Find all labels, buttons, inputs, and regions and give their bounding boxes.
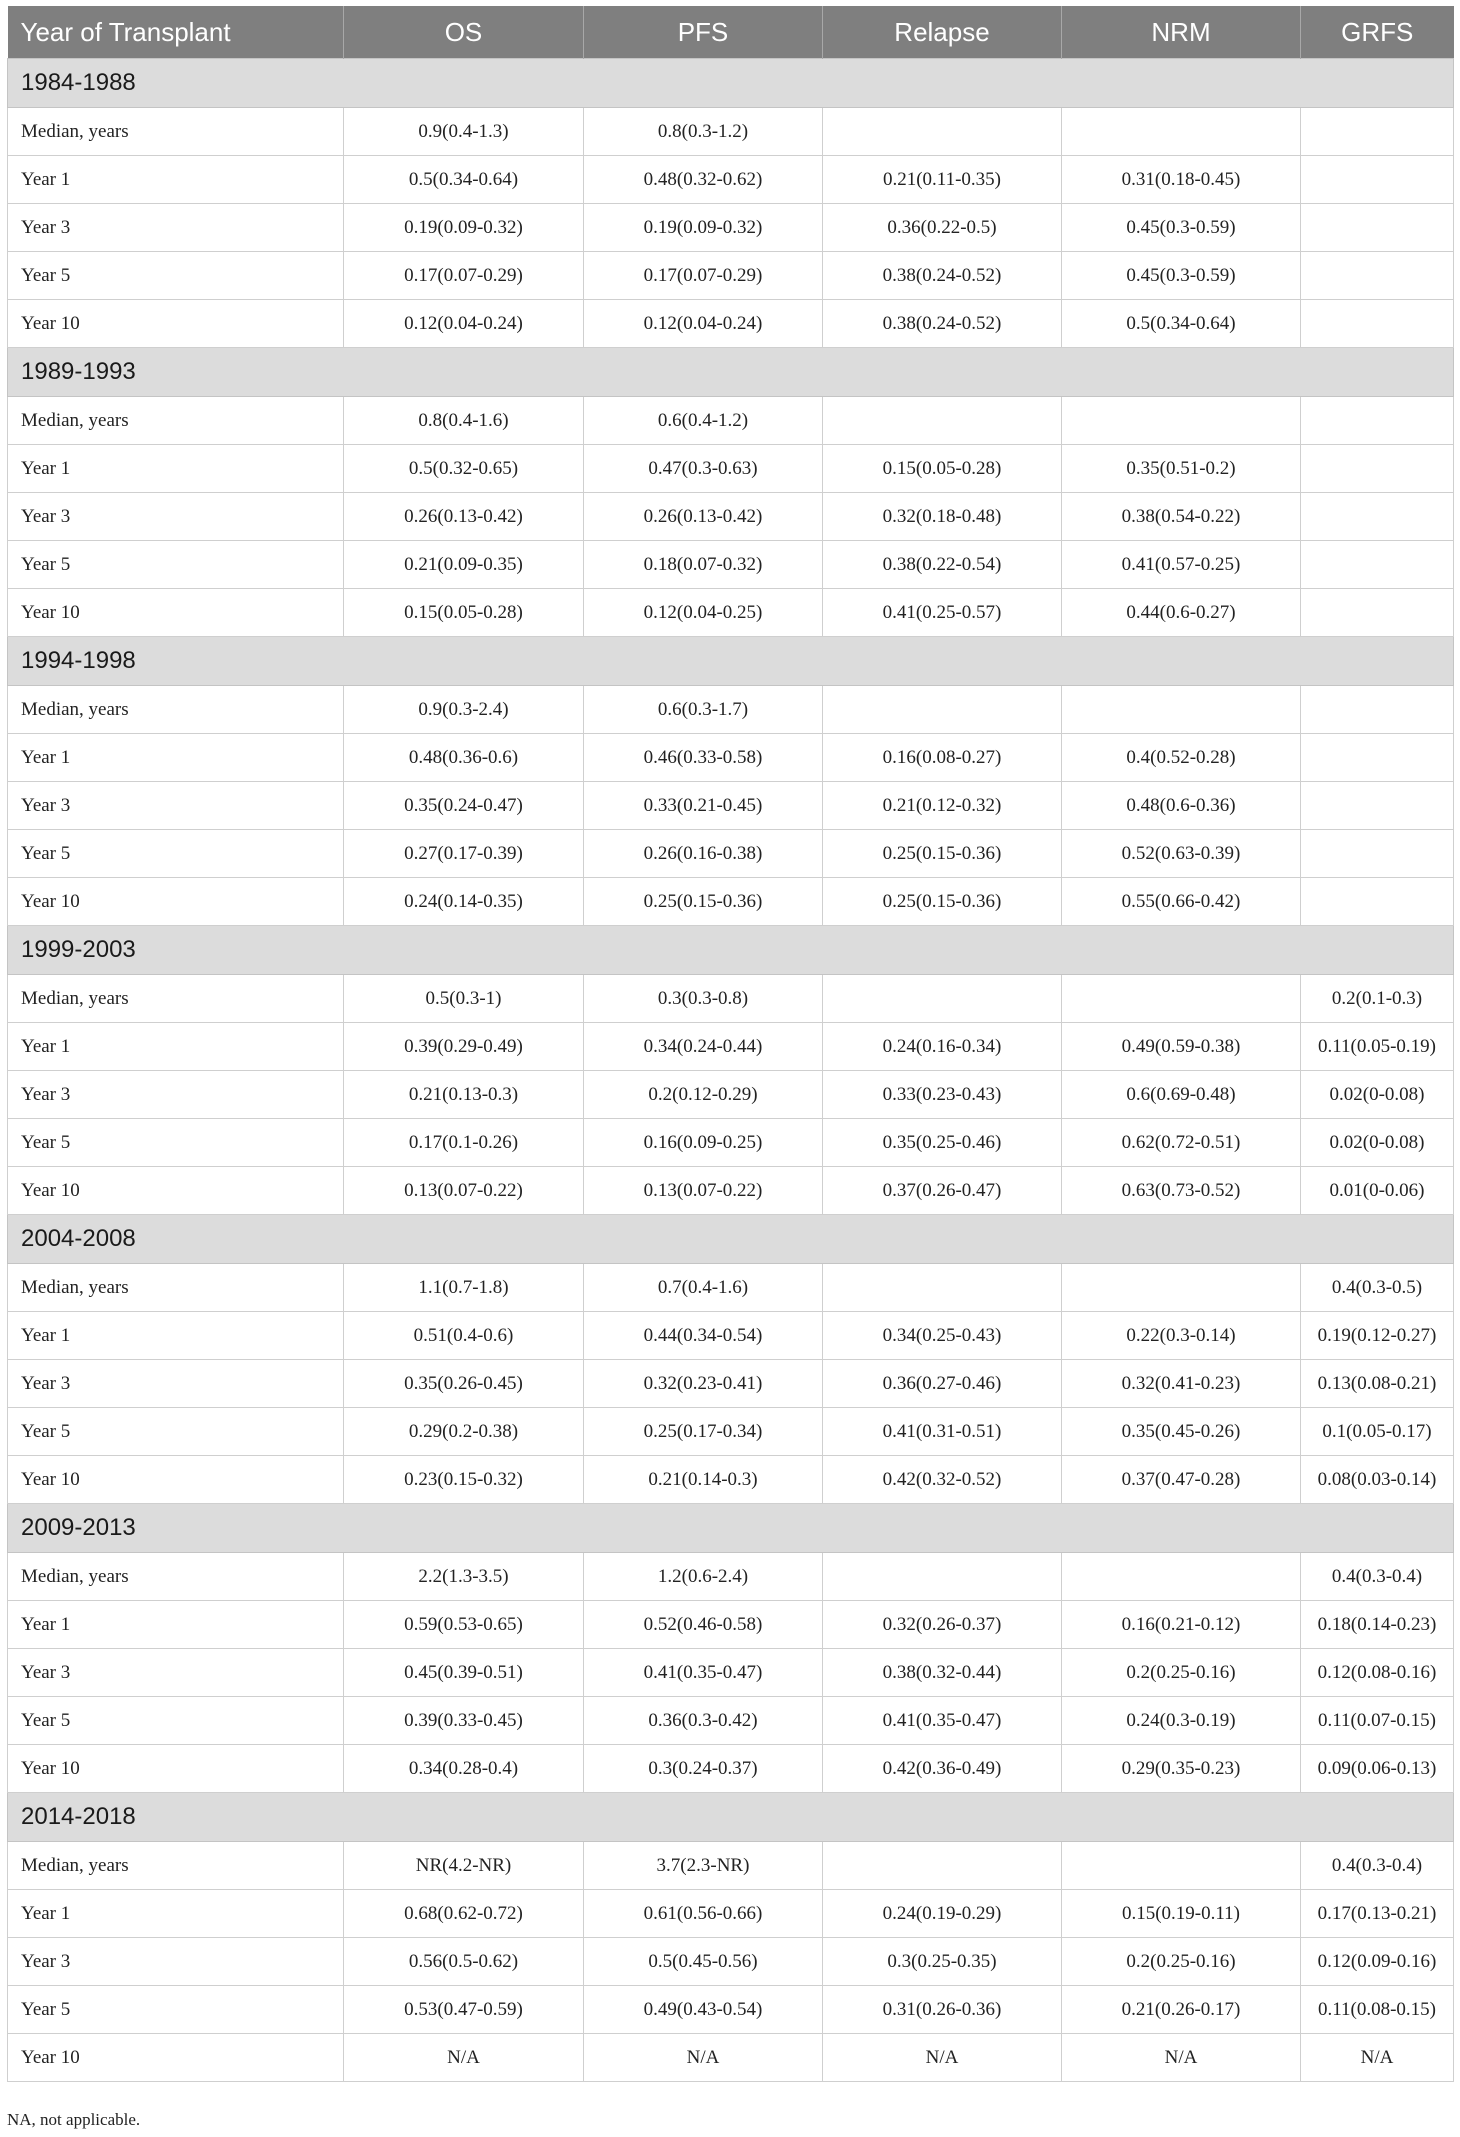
cell-relapse: N/A [823, 2034, 1062, 2082]
cell-os: 0.45(0.39-0.51) [344, 1649, 584, 1697]
cell-grfs: 0.19(0.12-0.27) [1301, 1312, 1454, 1360]
cell-relapse: 0.24(0.19-0.29) [823, 1890, 1062, 1938]
cell-grfs [1301, 782, 1454, 830]
group-period-label: 1999-2003 [8, 926, 1454, 975]
table-row [8, 1938, 1454, 1986]
row-label: Year 5 [8, 1697, 344, 1745]
cell-relapse: 0.33(0.23-0.43) [823, 1071, 1062, 1119]
cell-nrm: 0.22(0.3-0.14) [1062, 1312, 1301, 1360]
table-row [8, 1456, 1454, 1504]
cell-os: 0.29(0.2-0.38) [344, 1408, 584, 1456]
row-label: Year 3 [8, 204, 344, 252]
cell-relapse: 0.36(0.27-0.46) [823, 1360, 1062, 1408]
cell-pfs: 0.52(0.46-0.58) [584, 1601, 823, 1649]
cell-grfs [1301, 397, 1454, 445]
table-row [8, 2034, 1454, 2082]
cell-os: 0.5(0.3-1) [344, 975, 584, 1023]
cell-pfs: 0.25(0.17-0.34) [584, 1408, 823, 1456]
cell-grfs: 0.12(0.08-0.16) [1301, 1649, 1454, 1697]
cell-os: 0.21(0.09-0.35) [344, 541, 584, 589]
cell-grfs: 0.11(0.08-0.15) [1301, 1986, 1454, 2034]
cell-pfs: 0.46(0.33-0.58) [584, 734, 823, 782]
cell-os: 0.51(0.4-0.6) [344, 1312, 584, 1360]
cell-nrm [1062, 397, 1301, 445]
row-label: Year 10 [8, 300, 344, 348]
table-row [8, 204, 1454, 252]
cell-grfs: 0.1(0.05-0.17) [1301, 1408, 1454, 1456]
cell-pfs: 0.26(0.13-0.42) [584, 493, 823, 541]
cell-nrm [1062, 108, 1301, 156]
cell-pfs: 0.32(0.23-0.41) [584, 1360, 823, 1408]
group-header-row [8, 1793, 1454, 1842]
cell-os: 0.5(0.34-0.64) [344, 156, 584, 204]
row-label: Year 3 [8, 782, 344, 830]
cell-relapse: 0.37(0.26-0.47) [823, 1167, 1062, 1215]
group-period-label: 1984-1988 [8, 59, 1454, 108]
table-row [8, 445, 1454, 493]
cell-nrm: 0.21(0.26-0.17) [1062, 1986, 1301, 2034]
cell-nrm: 0.31(0.18-0.45) [1062, 156, 1301, 204]
cell-grfs: 0.08(0.03-0.14) [1301, 1456, 1454, 1504]
cell-nrm [1062, 1553, 1301, 1601]
cell-grfs [1301, 156, 1454, 204]
row-label: Year 5 [8, 830, 344, 878]
cell-relapse [823, 108, 1062, 156]
cell-pfs: 0.12(0.04-0.25) [584, 589, 823, 637]
cell-pfs: 0.3(0.24-0.37) [584, 1745, 823, 1793]
table-row [8, 252, 1454, 300]
cell-pfs: 0.47(0.3-0.63) [584, 445, 823, 493]
cell-nrm: 0.29(0.35-0.23) [1062, 1745, 1301, 1793]
table-row [8, 975, 1454, 1023]
cell-os: 0.9(0.4-1.3) [344, 108, 584, 156]
cell-grfs [1301, 878, 1454, 926]
cell-pfs: 0.61(0.56-0.66) [584, 1890, 823, 1938]
row-label: Year 1 [8, 156, 344, 204]
table-row [8, 1553, 1454, 1601]
row-label: Median, years [8, 1553, 344, 1601]
row-label: Year 5 [8, 541, 344, 589]
cell-grfs: N/A [1301, 2034, 1454, 2082]
row-label: Median, years [8, 108, 344, 156]
group-header-row [8, 1504, 1454, 1553]
cell-grfs: 0.01(0-0.06) [1301, 1167, 1454, 1215]
group-header-row [8, 348, 1454, 397]
row-label: Year 5 [8, 1986, 344, 2034]
cell-nrm [1062, 1842, 1301, 1890]
cell-relapse: 0.38(0.24-0.52) [823, 300, 1062, 348]
cell-pfs: 0.8(0.3-1.2) [584, 108, 823, 156]
cell-os: 0.15(0.05-0.28) [344, 589, 584, 637]
table-row [8, 878, 1454, 926]
cell-grfs: 0.2(0.1-0.3) [1301, 975, 1454, 1023]
header-grfs: GRFS [1301, 6, 1454, 59]
cell-grfs [1301, 589, 1454, 637]
cell-nrm: 0.63(0.73-0.52) [1062, 1167, 1301, 1215]
table-row [8, 397, 1454, 445]
cell-os: 0.12(0.04-0.24) [344, 300, 584, 348]
cell-os: 0.59(0.53-0.65) [344, 1601, 584, 1649]
cell-os: 0.27(0.17-0.39) [344, 830, 584, 878]
cell-nrm: 0.45(0.3-0.59) [1062, 252, 1301, 300]
cell-relapse: 0.16(0.08-0.27) [823, 734, 1062, 782]
table-row [8, 1649, 1454, 1697]
row-label: Year 5 [8, 252, 344, 300]
table-row [8, 782, 1454, 830]
cell-pfs: 0.49(0.43-0.54) [584, 1986, 823, 2034]
cell-grfs [1301, 108, 1454, 156]
row-label: Year 3 [8, 493, 344, 541]
cell-relapse: 0.35(0.25-0.46) [823, 1119, 1062, 1167]
header-row [8, 6, 1454, 59]
cell-nrm: 0.32(0.41-0.23) [1062, 1360, 1301, 1408]
cell-relapse: 0.42(0.32-0.52) [823, 1456, 1062, 1504]
cell-os: 0.39(0.33-0.45) [344, 1697, 584, 1745]
cell-pfs: 0.6(0.3-1.7) [584, 686, 823, 734]
row-label: Year 10 [8, 1745, 344, 1793]
cell-nrm: 0.52(0.63-0.39) [1062, 830, 1301, 878]
row-label: Year 10 [8, 1167, 344, 1215]
group-period-label: 1989-1993 [8, 348, 1454, 397]
cell-nrm: 0.15(0.19-0.11) [1062, 1890, 1301, 1938]
table-row [8, 108, 1454, 156]
cell-pfs: N/A [584, 2034, 823, 2082]
cell-nrm: 0.55(0.66-0.42) [1062, 878, 1301, 926]
cell-pfs: 0.21(0.14-0.3) [584, 1456, 823, 1504]
cell-nrm [1062, 686, 1301, 734]
cell-nrm: N/A [1062, 2034, 1301, 2082]
cell-grfs: 0.11(0.07-0.15) [1301, 1697, 1454, 1745]
header-pfs: PFS [584, 6, 823, 59]
group-period-label: 2009-2013 [8, 1504, 1454, 1553]
cell-relapse [823, 397, 1062, 445]
cell-os: 0.53(0.47-0.59) [344, 1986, 584, 2034]
row-label: Year 1 [8, 1601, 344, 1649]
cell-relapse: 0.3(0.25-0.35) [823, 1938, 1062, 1986]
cell-relapse: 0.31(0.26-0.36) [823, 1986, 1062, 2034]
cell-nrm: 0.48(0.6-0.36) [1062, 782, 1301, 830]
cell-pfs: 0.2(0.12-0.29) [584, 1071, 823, 1119]
table-row [8, 1360, 1454, 1408]
cell-relapse: 0.32(0.26-0.37) [823, 1601, 1062, 1649]
cell-grfs: 0.11(0.05-0.19) [1301, 1023, 1454, 1071]
outcomes-table [7, 6, 1454, 2082]
row-label: Year 3 [8, 1649, 344, 1697]
cell-relapse: 0.32(0.18-0.48) [823, 493, 1062, 541]
cell-os: 0.21(0.13-0.3) [344, 1071, 584, 1119]
cell-pfs: 0.41(0.35-0.47) [584, 1649, 823, 1697]
cell-grfs [1301, 686, 1454, 734]
cell-pfs: 0.34(0.24-0.44) [584, 1023, 823, 1071]
group-header-row [8, 637, 1454, 686]
cell-pfs: 0.26(0.16-0.38) [584, 830, 823, 878]
cell-pfs: 0.16(0.09-0.25) [584, 1119, 823, 1167]
cell-os: 1.1(0.7-1.8) [344, 1264, 584, 1312]
cell-relapse: 0.38(0.24-0.52) [823, 252, 1062, 300]
cell-os: 0.68(0.62-0.72) [344, 1890, 584, 1938]
cell-pfs: 0.48(0.32-0.62) [584, 156, 823, 204]
row-label: Year 5 [8, 1408, 344, 1456]
cell-grfs: 0.13(0.08-0.21) [1301, 1360, 1454, 1408]
cell-os: 0.5(0.32-0.65) [344, 445, 584, 493]
footnote: NA, not applicable. [7, 2110, 141, 2129]
cell-os: 0.8(0.4-1.6) [344, 397, 584, 445]
cell-pfs: 0.44(0.34-0.54) [584, 1312, 823, 1360]
row-label: Median, years [8, 1842, 344, 1890]
table-row [8, 1745, 1454, 1793]
cell-grfs: 0.02(0-0.08) [1301, 1071, 1454, 1119]
cell-relapse [823, 1842, 1062, 1890]
cell-pfs: 0.36(0.3-0.42) [584, 1697, 823, 1745]
cell-nrm: 0.49(0.59-0.38) [1062, 1023, 1301, 1071]
cell-relapse: 0.15(0.05-0.28) [823, 445, 1062, 493]
cell-grfs: 0.17(0.13-0.21) [1301, 1890, 1454, 1938]
cell-nrm [1062, 1264, 1301, 1312]
table-header [8, 6, 1454, 59]
cell-pfs: 0.7(0.4-1.6) [584, 1264, 823, 1312]
cell-os: 0.17(0.07-0.29) [344, 252, 584, 300]
row-label: Year 3 [8, 1360, 344, 1408]
cell-grfs: 0.02(0-0.08) [1301, 1119, 1454, 1167]
row-label: Year 3 [8, 1071, 344, 1119]
row-label: Year 1 [8, 1890, 344, 1938]
row-label: Year 3 [8, 1938, 344, 1986]
cell-nrm: 0.4(0.52-0.28) [1062, 734, 1301, 782]
cell-relapse: 0.41(0.31-0.51) [823, 1408, 1062, 1456]
cell-pfs: 1.2(0.6-2.4) [584, 1553, 823, 1601]
cell-pfs: 0.19(0.09-0.32) [584, 204, 823, 252]
cell-relapse: 0.21(0.11-0.35) [823, 156, 1062, 204]
cell-os: 0.48(0.36-0.6) [344, 734, 584, 782]
cell-pfs: 0.5(0.45-0.56) [584, 1938, 823, 1986]
row-label: Year 1 [8, 734, 344, 782]
cell-os: 0.34(0.28-0.4) [344, 1745, 584, 1793]
group-header-row [8, 926, 1454, 975]
cell-os: 0.13(0.07-0.22) [344, 1167, 584, 1215]
table-row [8, 156, 1454, 204]
cell-grfs [1301, 445, 1454, 493]
row-label: Median, years [8, 1264, 344, 1312]
cell-relapse: 0.21(0.12-0.32) [823, 782, 1062, 830]
cell-os: 0.19(0.09-0.32) [344, 204, 584, 252]
cell-nrm: 0.37(0.47-0.28) [1062, 1456, 1301, 1504]
cell-relapse: 0.42(0.36-0.49) [823, 1745, 1062, 1793]
table-row [8, 1890, 1454, 1938]
cell-nrm: 0.2(0.25-0.16) [1062, 1649, 1301, 1697]
cell-os: 0.26(0.13-0.42) [344, 493, 584, 541]
cell-grfs [1301, 734, 1454, 782]
group-period-label: 2004-2008 [8, 1215, 1454, 1264]
cell-nrm: 0.35(0.51-0.2) [1062, 445, 1301, 493]
cell-pfs: 3.7(2.3-NR) [584, 1842, 823, 1890]
outcomes-table-container [7, 6, 1453, 2082]
cell-grfs [1301, 252, 1454, 300]
group-period-label: 1994-1998 [8, 637, 1454, 686]
row-label: Median, years [8, 397, 344, 445]
cell-grfs: 0.12(0.09-0.16) [1301, 1938, 1454, 1986]
cell-os: 0.17(0.1-0.26) [344, 1119, 584, 1167]
table-row [8, 1986, 1454, 2034]
cell-nrm [1062, 975, 1301, 1023]
cell-pfs: 0.3(0.3-0.8) [584, 975, 823, 1023]
header-relapse: Relapse [823, 6, 1062, 59]
cell-relapse: 0.34(0.25-0.43) [823, 1312, 1062, 1360]
cell-grfs: 0.18(0.14-0.23) [1301, 1601, 1454, 1649]
table-row [8, 830, 1454, 878]
cell-pfs: 0.17(0.07-0.29) [584, 252, 823, 300]
cell-relapse: 0.25(0.15-0.36) [823, 878, 1062, 926]
table-row [8, 1601, 1454, 1649]
cell-grfs [1301, 300, 1454, 348]
cell-nrm: 0.6(0.69-0.48) [1062, 1071, 1301, 1119]
cell-grfs [1301, 493, 1454, 541]
table-row [8, 686, 1454, 734]
cell-relapse: 0.38(0.22-0.54) [823, 541, 1062, 589]
cell-nrm: 0.5(0.34-0.64) [1062, 300, 1301, 348]
cell-grfs: 0.09(0.06-0.13) [1301, 1745, 1454, 1793]
table-row [8, 1408, 1454, 1456]
cell-nrm: 0.44(0.6-0.27) [1062, 589, 1301, 637]
table-row [8, 589, 1454, 637]
row-label: Median, years [8, 975, 344, 1023]
cell-nrm: 0.24(0.3-0.19) [1062, 1697, 1301, 1745]
row-label: Year 5 [8, 1119, 344, 1167]
cell-relapse: 0.41(0.25-0.57) [823, 589, 1062, 637]
cell-pfs: 0.25(0.15-0.36) [584, 878, 823, 926]
row-label: Year 10 [8, 589, 344, 637]
cell-grfs [1301, 541, 1454, 589]
row-label: Year 10 [8, 878, 344, 926]
table-row [8, 1842, 1454, 1890]
cell-os: N/A [344, 2034, 584, 2082]
cell-relapse [823, 1553, 1062, 1601]
table-body [8, 59, 1454, 2082]
cell-pfs: 0.6(0.4-1.2) [584, 397, 823, 445]
table-row [8, 1119, 1454, 1167]
row-label: Year 10 [8, 1456, 344, 1504]
table-row [8, 1023, 1454, 1071]
cell-relapse [823, 686, 1062, 734]
cell-os: 0.24(0.14-0.35) [344, 878, 584, 926]
cell-relapse: 0.36(0.22-0.5) [823, 204, 1062, 252]
cell-pfs: 0.13(0.07-0.22) [584, 1167, 823, 1215]
cell-os: 0.35(0.26-0.45) [344, 1360, 584, 1408]
group-period-label: 2014-2018 [8, 1793, 1454, 1842]
group-header-row [8, 1215, 1454, 1264]
cell-nrm: 0.41(0.57-0.25) [1062, 541, 1301, 589]
cell-relapse: 0.24(0.16-0.34) [823, 1023, 1062, 1071]
table-row [8, 734, 1454, 782]
header-os: OS [344, 6, 584, 59]
cell-pfs: 0.33(0.21-0.45) [584, 782, 823, 830]
cell-nrm: 0.16(0.21-0.12) [1062, 1601, 1301, 1649]
header-year-of-transplant: Year of Transplant [8, 6, 344, 59]
cell-os: 0.9(0.3-2.4) [344, 686, 584, 734]
row-label: Median, years [8, 686, 344, 734]
table-row [8, 541, 1454, 589]
cell-grfs [1301, 830, 1454, 878]
cell-relapse [823, 1264, 1062, 1312]
cell-grfs [1301, 204, 1454, 252]
row-label: Year 1 [8, 445, 344, 493]
table-row [8, 1264, 1454, 1312]
cell-grfs: 0.4(0.3-0.4) [1301, 1553, 1454, 1601]
cell-pfs: 0.12(0.04-0.24) [584, 300, 823, 348]
cell-relapse: 0.41(0.35-0.47) [823, 1697, 1062, 1745]
row-label: Year 1 [8, 1312, 344, 1360]
row-label: Year 10 [8, 2034, 344, 2082]
table-row [8, 493, 1454, 541]
row-label: Year 1 [8, 1023, 344, 1071]
table-row [8, 1071, 1454, 1119]
table-row [8, 1167, 1454, 1215]
cell-nrm: 0.38(0.54-0.22) [1062, 493, 1301, 541]
cell-grfs: 0.4(0.3-0.5) [1301, 1264, 1454, 1312]
cell-os: 2.2(1.3-3.5) [344, 1553, 584, 1601]
header-nrm: NRM [1062, 6, 1301, 59]
group-header-row [8, 59, 1454, 108]
cell-relapse: 0.25(0.15-0.36) [823, 830, 1062, 878]
cell-nrm: 0.62(0.72-0.51) [1062, 1119, 1301, 1167]
cell-os: 0.39(0.29-0.49) [344, 1023, 584, 1071]
cell-grfs: 0.4(0.3-0.4) [1301, 1842, 1454, 1890]
table-row [8, 1697, 1454, 1745]
cell-nrm: 0.45(0.3-0.59) [1062, 204, 1301, 252]
cell-os: 0.56(0.5-0.62) [344, 1938, 584, 1986]
cell-relapse: 0.38(0.32-0.44) [823, 1649, 1062, 1697]
table-row [8, 300, 1454, 348]
cell-os: 0.23(0.15-0.32) [344, 1456, 584, 1504]
cell-nrm: 0.2(0.25-0.16) [1062, 1938, 1301, 1986]
cell-relapse [823, 975, 1062, 1023]
cell-nrm: 0.35(0.45-0.26) [1062, 1408, 1301, 1456]
table-row [8, 1312, 1454, 1360]
cell-os: NR(4.2-NR) [344, 1842, 584, 1890]
cell-os: 0.35(0.24-0.47) [344, 782, 584, 830]
cell-pfs: 0.18(0.07-0.32) [584, 541, 823, 589]
